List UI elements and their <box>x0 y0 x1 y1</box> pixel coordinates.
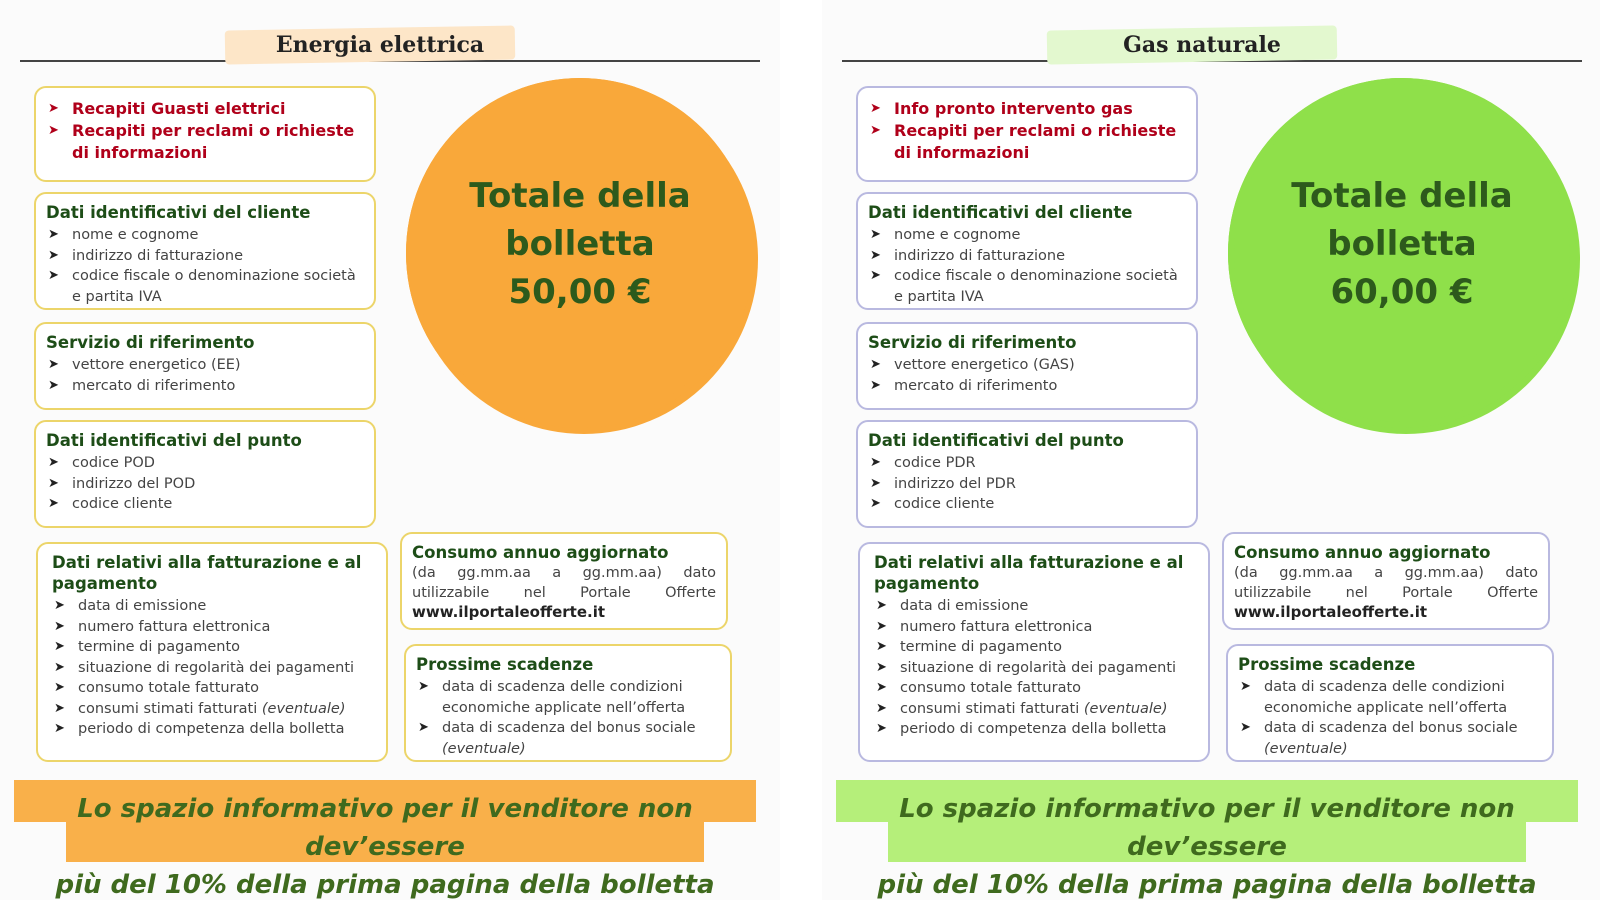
list-item: ➤ data di scadenza delle condizioni economiche applicate nell’offerta <box>1238 677 1542 718</box>
list-item-text: data di scadenza del bonus sociale <box>1264 720 1518 736</box>
list-item: ➤ data di emissione <box>874 596 1198 617</box>
list-item: ➤ situazione di regolarità dei pagamenti <box>52 658 376 679</box>
annual-consumption-title: Consumo annuo aggiornato <box>412 543 669 562</box>
billing-title: Dati relativi alla fatturazione e al pagamento <box>52 553 362 593</box>
list-item: ➤ nome e cognome <box>868 225 1186 246</box>
list-item: ➤ codice PDR <box>868 453 1186 474</box>
bill-panel <box>822 0 1600 900</box>
list-item: ➤ consumo totale fatturato <box>52 678 376 699</box>
list-item: ➤ codice cliente <box>868 494 1186 515</box>
list-item: ➤ consumo totale fatturato <box>874 678 1198 699</box>
total-label-line: bolletta <box>505 224 655 264</box>
total-amount: 50,00 € <box>508 272 652 312</box>
contact-item: ➤ Recapiti per reclami o richieste di informazioni <box>868 120 1186 164</box>
service-box <box>34 322 376 410</box>
list-item-text: data di scadenza del bonus sociale <box>442 720 696 736</box>
optional-note: (eventuale) <box>261 700 346 717</box>
list-item <box>416 718 720 759</box>
annual-consumption-box <box>1222 532 1550 630</box>
list-item: ➤ mercato di riferimento <box>46 376 364 397</box>
billing-box <box>858 542 1210 762</box>
annual-consumption-text: (da gg.mm.aa a gg.mm.aa) dato <box>412 565 716 581</box>
supply-point-title: Dati identificativi del punto <box>46 431 302 450</box>
list-item: ➤ termine di pagamento <box>52 637 376 658</box>
list-item: ➤ indirizzo del PDR <box>868 474 1186 495</box>
list-item: ➤ situazione di regolarità dei pagamenti <box>874 658 1198 679</box>
list-item: ➤ periodo di competenza della bolletta <box>52 719 376 740</box>
service-title: Servizio di riferimento <box>868 333 1077 352</box>
note-line: più del 10% della prima pagina della bolletta <box>55 870 715 900</box>
annual-consumption-text: utilizzabile nel Portale Offerte <box>1234 585 1538 601</box>
deadlines-title: Prossime scadenze <box>1238 655 1416 674</box>
total-label <box>1242 172 1562 316</box>
optional-note: (eventuale) <box>442 740 526 757</box>
customer-data-box <box>34 192 376 310</box>
list-item-text: consumi stimati fatturati <box>900 700 1080 717</box>
deadlines-box <box>404 644 732 762</box>
contact-item: ➤ Recapiti per reclami o richieste di informazioni <box>46 120 364 164</box>
list-item: ➤ data di scadenza delle condizioni economiche applicate nell’offerta <box>416 677 720 718</box>
billing-box <box>36 542 388 762</box>
list-item: ➤ termine di pagamento <box>874 637 1198 658</box>
service-title: Servizio di riferimento <box>46 333 255 352</box>
list-item <box>52 699 376 720</box>
list-item: ➤ codice POD <box>46 453 364 474</box>
optional-note: (eventuale) <box>1264 740 1348 757</box>
optional-note: (eventuale) <box>1083 700 1168 717</box>
annual-consumption-text: utilizzabile nel Portale Offerte <box>412 585 716 601</box>
billing-title: Dati relativi alla fatturazione e al pagamento <box>874 553 1184 593</box>
supply-point-box <box>856 420 1198 528</box>
annual-consumption-box <box>400 532 728 630</box>
deadlines-box <box>1226 644 1554 762</box>
service-box <box>856 322 1198 410</box>
section-title: Energia elettrica <box>275 32 485 58</box>
contact-item: ➤ Info pronto intervento gas <box>868 98 1186 120</box>
total-amount: 60,00 € <box>1330 272 1474 312</box>
total-label-line: Totale della <box>1291 176 1513 216</box>
bill-panel <box>0 0 780 900</box>
deadlines-title: Prossime scadenze <box>416 655 594 674</box>
list-item: ➤ codice cliente <box>46 494 364 515</box>
list-item: ➤ numero fattura elettronica <box>52 617 376 638</box>
note-line: più del 10% della prima pagina della bolletta <box>877 870 1537 900</box>
list-item: ➤ nome e cognome <box>46 225 364 246</box>
list-item <box>874 699 1198 720</box>
contact-item: ➤ Recapiti Guasti elettrici <box>46 98 364 120</box>
list-item: ➤ numero fattura elettronica <box>874 617 1198 638</box>
vendor-space-note <box>14 790 756 904</box>
customer-data-title: Dati identificativi del cliente <box>868 203 1133 222</box>
supply-point-box <box>34 420 376 528</box>
note-line: Lo spazio informativo per il venditore non dev’essere <box>899 794 1515 862</box>
total-label-line: Totale della <box>469 176 691 216</box>
list-item: ➤ mercato di riferimento <box>868 376 1186 397</box>
contacts-box <box>34 86 376 182</box>
supply-point-title: Dati identificativi del punto <box>868 431 1124 450</box>
portal-url: www.ilportaleofferte.it <box>1234 603 1428 621</box>
note-line: Lo spazio informativo per il venditore non dev’essere <box>77 794 693 862</box>
list-item: ➤ indirizzo di fatturazione <box>868 246 1186 267</box>
list-item: ➤ periodo di competenza della bolletta <box>874 719 1198 740</box>
list-item: ➤ codice fiscale o denominazione società e partita IVA <box>868 266 1186 307</box>
annual-consumption-title: Consumo annuo aggiornato <box>1234 543 1491 562</box>
list-item: ➤ data di emissione <box>52 596 376 617</box>
list-item: ➤ indirizzo di fatturazione <box>46 246 364 267</box>
list-item <box>1238 718 1542 759</box>
list-item: ➤ indirizzo del POD <box>46 474 364 495</box>
total-label <box>420 172 740 316</box>
portal-url: www.ilportaleofferte.it <box>412 603 606 621</box>
list-item: ➤ codice fiscale o denominazione società e partita IVA <box>46 266 364 307</box>
list-item: ➤ vettore energetico (EE) <box>46 355 364 376</box>
vendor-space-note <box>836 790 1578 904</box>
list-item: ➤ vettore energetico (GAS) <box>868 355 1186 376</box>
section-title: Gas naturale <box>1123 32 1281 58</box>
annual-consumption-text: (da gg.mm.aa a gg.mm.aa) dato <box>1234 565 1538 581</box>
customer-data-box <box>856 192 1198 310</box>
customer-data-title: Dati identificativi del cliente <box>46 203 311 222</box>
list-item-text: consumi stimati fatturati <box>78 700 258 717</box>
contacts-box <box>856 86 1198 182</box>
total-label-line: bolletta <box>1327 224 1477 264</box>
